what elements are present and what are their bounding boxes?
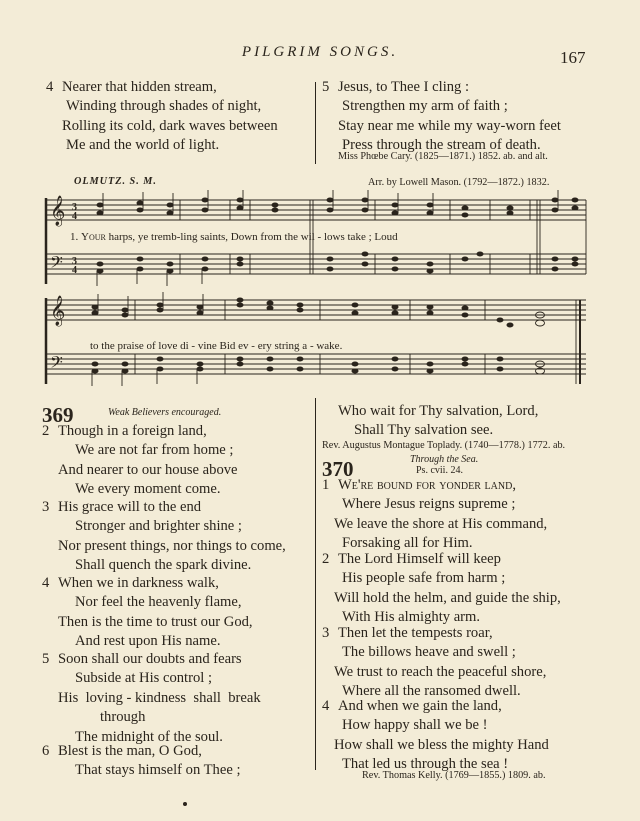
verse-line: We're bound for yonder land, xyxy=(338,477,516,493)
verse-line: Will hold the helm, and guide the ship, xyxy=(334,589,561,606)
verse-line: Soon shall our doubts and fears xyxy=(58,651,242,667)
verse-line: Nearer that hidden stream, xyxy=(62,79,217,95)
hymn-subtitle: Weak Believers encouraged. xyxy=(108,407,222,418)
lyric-first-word: Your xyxy=(81,231,106,243)
hymn370-stanza-2 xyxy=(322,550,561,628)
verse-line: His loving - kindness shall break xyxy=(58,689,261,706)
hymn-number: 369 xyxy=(42,403,74,427)
lyric-line-2: to the praise of love di - vine Bid ev - ery string a - wake. xyxy=(90,340,343,352)
verse-line: And nearer to our house above xyxy=(58,461,238,478)
verse-line: Stay near me while my way-worn feet xyxy=(338,117,561,134)
hymn-number: 370 xyxy=(322,457,354,481)
verse-line: When we in darkness walk, xyxy=(58,575,219,591)
stanza-number: 4 xyxy=(46,79,54,95)
stanza-number: 4 xyxy=(322,698,330,714)
author-credit: Miss Phœbe Cary. (1825—1871.) 1852. ab. and alt. xyxy=(338,151,548,162)
verse-line: Forsaking all for Him. xyxy=(342,535,473,552)
verse-line: Subside at His control ; xyxy=(75,670,213,687)
stanza-number: 4 xyxy=(42,575,50,591)
stanza-number: 2 xyxy=(322,551,330,567)
column-divider xyxy=(315,82,316,164)
verse-line: Rolling its cold, dark waves between xyxy=(62,117,278,134)
verse-line: Stronger and brighter shine ; xyxy=(75,518,242,535)
lyric-verse-number: 1. xyxy=(70,231,81,243)
svg-text:𝄢: 𝄢 xyxy=(50,252,63,276)
svg-text:4: 4 xyxy=(72,211,77,222)
stanza-top-right xyxy=(322,78,561,156)
verse-line: Press through the stream of death. xyxy=(342,137,541,154)
hymn369-stanza-5 xyxy=(42,650,298,747)
verse-line: His grace will to the end xyxy=(58,499,202,515)
stanza-number: 1 xyxy=(322,477,330,493)
hymn-subtitle: Through the Sea. xyxy=(410,454,479,465)
verse-line: That stays himself on Thee ; xyxy=(75,762,241,779)
verse-line: The midnight of the soul. xyxy=(75,728,223,745)
verse-line: How shall we bless the mighty Hand xyxy=(334,736,549,753)
hymn369-continuation xyxy=(338,402,538,441)
verse-line: That led us through the sea ! xyxy=(342,756,509,773)
verse-line: We trust to reach the peaceful shore, xyxy=(334,663,547,680)
hymn370-stanza-4 xyxy=(322,697,549,775)
stanza-number: 3 xyxy=(322,625,330,641)
verse-line: Though in a foreign land, xyxy=(58,423,207,439)
column-divider xyxy=(315,398,316,770)
stanza-number: 5 xyxy=(322,79,330,95)
author-credit: Rev. Thomas Kelly. (1769—1855.) 1809. ab. xyxy=(362,770,546,781)
verse-line: We are not far from home ; xyxy=(75,442,234,459)
verse-line: Shall quench the spark divine. xyxy=(75,557,252,574)
verse-line: Then let the tempests roar, xyxy=(338,625,493,641)
tune-name: OLMUTZ. S. M. xyxy=(74,176,157,187)
verse-line: With His almighty arm. xyxy=(342,609,481,626)
scripture-reference: Ps. cvii. 24. xyxy=(416,465,463,476)
lyric-text: harps, ye tremb-ling saints, Down from the wil - lows take ; Loud xyxy=(105,231,398,243)
verse-line: How happy shall we be ! xyxy=(342,717,488,734)
verse-line: And rest upon His name. xyxy=(75,633,221,650)
verse-line: Who wait for Thy salvation, Lord, xyxy=(338,403,539,419)
lyric-line-1 xyxy=(70,231,398,243)
svg-text:𝄢: 𝄢 xyxy=(50,352,63,376)
hymn369-stanza-4 xyxy=(42,574,253,652)
svg-text:3: 3 xyxy=(72,202,77,213)
stanza-number: 3 xyxy=(42,499,50,515)
hymn369-stanza-2 xyxy=(42,422,238,500)
stanza-number: 6 xyxy=(42,743,50,759)
verse-line: Where all the ransomed dwell. xyxy=(342,683,521,700)
verse-line: Nor feel the heavenly flame, xyxy=(75,594,242,611)
verse-line: We leave the shore at His command, xyxy=(334,515,548,532)
verse-line: Where Jesus reigns supreme ; xyxy=(342,496,516,513)
verse-line: Strengthen my arm of faith ; xyxy=(342,98,508,115)
page-number: 167 xyxy=(560,48,586,67)
svg-text:3: 3 xyxy=(72,256,77,267)
svg-text:𝄞: 𝄞 xyxy=(50,196,66,226)
svg-text:4: 4 xyxy=(72,265,77,276)
verse-line: The Lord Himself will keep xyxy=(338,551,501,567)
verse-line: The billows heave and swell ; xyxy=(342,644,516,661)
verse-line: We every moment come. xyxy=(75,481,221,498)
running-header: PILGRIM SONGS. xyxy=(241,44,399,60)
printer-mark xyxy=(183,802,187,806)
verse-line: Blest is the man, O God, xyxy=(58,743,202,759)
arranger-credit: Arr. by Lowell Mason. (1792—1872.) 1832. xyxy=(368,177,550,188)
stanza-number: 2 xyxy=(42,423,50,439)
verse-line: Then is the time to trust our God, xyxy=(58,613,253,630)
stanza-number: 5 xyxy=(42,651,50,667)
verse-line: through xyxy=(100,709,146,726)
verse-line: Nor present things, nor things to come, xyxy=(58,537,286,554)
verse-line: Winding through shades of night, xyxy=(66,98,262,115)
verse-line: His people safe from harm ; xyxy=(342,570,506,587)
hymn369-stanza-6 xyxy=(42,742,241,781)
verse-line: And when we gain the land, xyxy=(338,698,502,714)
author-credit: Rev. Augustus Montague Toplady. (1740—1778.) 1772. ab. xyxy=(322,440,566,451)
svg-text:𝄞: 𝄞 xyxy=(50,296,66,326)
verse-line: Jesus, to Thee I cling : xyxy=(338,79,470,95)
hymn369-stanza-3 xyxy=(42,498,286,576)
verse-line: Shall Thy salvation see. xyxy=(354,422,494,439)
stanza-top-left xyxy=(46,78,278,156)
music-score xyxy=(40,188,596,388)
hymn370-stanza-3 xyxy=(322,624,546,702)
hymn370-stanza-1 xyxy=(322,476,547,554)
verse-line: Me and the world of light. xyxy=(66,137,220,154)
